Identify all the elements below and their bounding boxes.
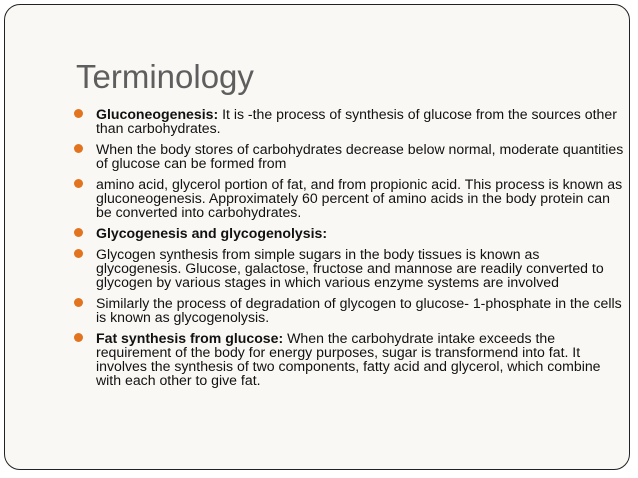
bullet-dot-icon (74, 144, 83, 153)
bullet-text: When the body stores of carbohydrates decrease below normal, moderate quantities of glucose can be formed from (96, 140, 624, 172)
bullet-lead: Glycogenesis and glycogenolysis: (96, 224, 328, 241)
bullet-text: Glycogen synthesis from simple sugars in the body tissues is known as glycogenesis. Glucose, galactose, fructose and mannose are readily converted to glycogen by various stages in which various enzyme systems are involved (96, 245, 604, 291)
slide (4, 4, 630, 470)
bullet-dot-icon (74, 333, 83, 342)
bullet-text: Similarly the process of degradation of glycogen to glucose- 1-phosphate in the cells is known as glycogenolysis. (96, 294, 622, 325)
bullet-item-amino-acid (72, 177, 624, 220)
bullet-item-glycogenolysis (72, 296, 624, 324)
bullet-lead: Fat synthesis from glucose: (96, 329, 284, 346)
bullet-item-body-stores (72, 142, 624, 170)
bullet-lead: Gluconeogenesis: (96, 106, 219, 122)
bullet-item-gluconeogenesis (72, 107, 624, 135)
bullet-dot-icon (74, 298, 83, 307)
slide-title: Terminology (76, 58, 254, 95)
bullet-item-glycogenesis-heading (72, 226, 624, 240)
bullet-item-glycogen-synthesis (72, 247, 624, 290)
bullet-text: amino acid, glycerol portion of fat, and from propionic acid. This process is known as gluconeogenesis. Approximately 60 percent of amino acids in the body protein can be converted into carbohydrates. (96, 175, 623, 221)
bullet-text: When the carbohydrate intake exceeds the requirement of the body for energy purposes, sugar is transformend into fat. It involves the synthesis of two components, fatty acid and glycerol, which combine with each other to give fat. (96, 329, 601, 389)
bullet-dot-icon (74, 249, 83, 258)
bullet-dot-icon (74, 179, 83, 188)
bullet-list (72, 107, 624, 394)
bullet-item-fat-synthesis (72, 331, 624, 388)
bullet-text: It is -the process of synthesis of glucose from the sources other than carbohydrates. (96, 106, 617, 137)
bullet-dot-icon (74, 109, 83, 118)
bullet-dot-icon (74, 228, 83, 237)
